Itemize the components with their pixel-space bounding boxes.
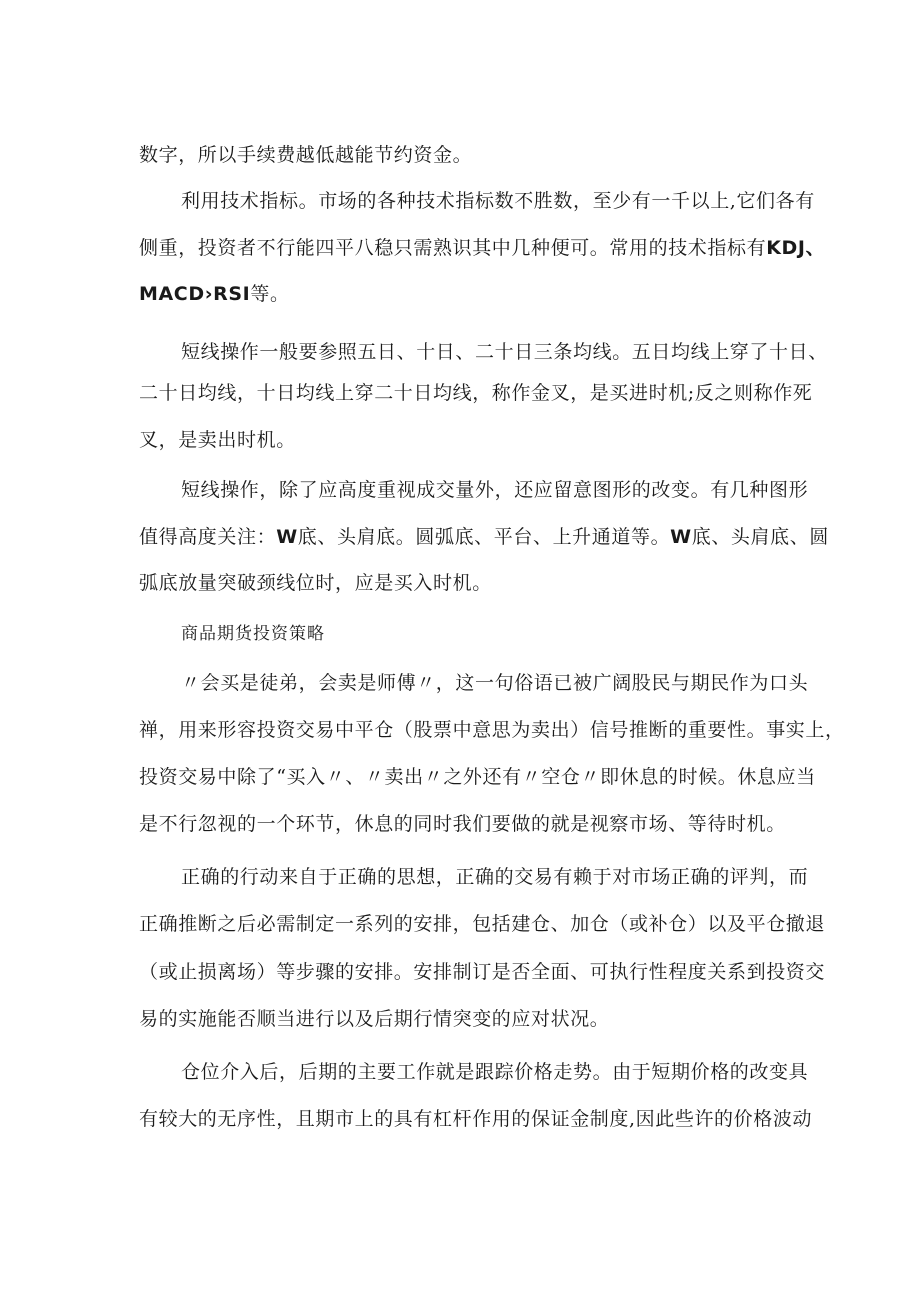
paragraph-line xyxy=(139,428,296,452)
paragraph-line xyxy=(139,381,813,405)
text: 侧重，投资者不行能四平八稳只需熟识其中几种便可。常用的技术指标有 xyxy=(139,237,767,259)
paragraph-line xyxy=(139,1107,813,1131)
section-heading xyxy=(181,622,325,646)
paragraph-line xyxy=(139,525,829,549)
text: 易的实施能否顺当进行以及后期行情突变的应对状况。 xyxy=(139,1008,610,1030)
text: 利用技术指标。市场的各种技术指标数不胜数，至少有一千以上,它们各有 xyxy=(181,190,815,212)
paragraph-line xyxy=(181,1060,809,1084)
text: 是不行忽视的一个环节，休息的同时我们要做的就是视察市场、等待时机。 xyxy=(139,813,786,835)
text: 数字，所以手续费越低越能节约资金。 xyxy=(139,144,473,166)
text: 底、头肩底、圆 xyxy=(691,526,829,548)
bold-term: KDJ、 xyxy=(766,237,826,259)
paragraph-line xyxy=(181,340,828,364)
text: 投资交易中除了“买入〃、〃卖出〃之外还有〃空仓〃即休息的时候。休息应当 xyxy=(139,766,816,788)
paragraph-line xyxy=(139,812,786,836)
paragraph-line xyxy=(139,143,472,167)
bold-term: MACD›RSI xyxy=(139,283,251,305)
text: （或止损离场）等步骤的安排。安排制订是否全面、可执行性程度关系到投资交 xyxy=(139,961,826,983)
text: 有较大的无序性，且期市上的具有杠杆作用的保证金制度,因此些许的价格波动 xyxy=(139,1108,813,1130)
paragraph-line xyxy=(139,718,845,742)
paragraph-line xyxy=(181,671,809,695)
paragraph-line xyxy=(139,571,492,595)
text: 底、头肩底。圆弧底、平台、上升通道等。 xyxy=(297,526,671,548)
text: 短线操作一般要参照五日、十日、二十日三条均线。五日均线上穿了十日、 xyxy=(181,341,828,363)
heading-text: 商品期货投资策略 xyxy=(181,624,325,644)
bold-term: W xyxy=(276,526,298,548)
bold-term: W xyxy=(670,526,692,548)
text: 正确推断之后必需制定一系列的安排，包括建仓、加仓（或补仓）以及平仓撤退 xyxy=(139,913,826,935)
text: 仓位介入后，后期的主要工作就是跟踪价格走势。由于短期价格的改变具 xyxy=(181,1061,809,1083)
text: 二十日均线，十日均线上穿二十日均线，称作金叉，是买进时机;反之则称作死 xyxy=(139,382,813,404)
text: 正确的行动来自于正确的思想，正确的交易有赖于对市场正确的评判，而 xyxy=(181,866,809,888)
paragraph-line xyxy=(139,960,826,984)
paragraph-line xyxy=(139,282,290,306)
text: 〃会买是徒弟，会卖是师傅〃，这一句俗语已被广阔股民与期民作为口头 xyxy=(181,672,809,694)
text: 等。 xyxy=(250,283,290,305)
text: 禅，用来形容投资交易中平仓（股票中意思为卖出）信号推断的重要性。事实上， xyxy=(139,719,845,741)
paragraph-line xyxy=(139,1007,609,1031)
text: 短线操作，除了应高度重视成交量外，还应留意图形的改变。有几种图形 xyxy=(181,479,809,501)
text: 叉，是卖出时机。 xyxy=(139,429,296,451)
paragraph-line xyxy=(181,865,809,889)
paragraph-line xyxy=(181,478,809,502)
paragraph-line xyxy=(139,912,826,936)
text: 值得高度关注： xyxy=(139,526,277,548)
paragraph-line xyxy=(181,189,815,213)
text: 弧底放量突破颈线位时，应是买入时机。 xyxy=(139,572,492,594)
paragraph-line xyxy=(139,765,816,789)
paragraph-line xyxy=(139,236,825,260)
